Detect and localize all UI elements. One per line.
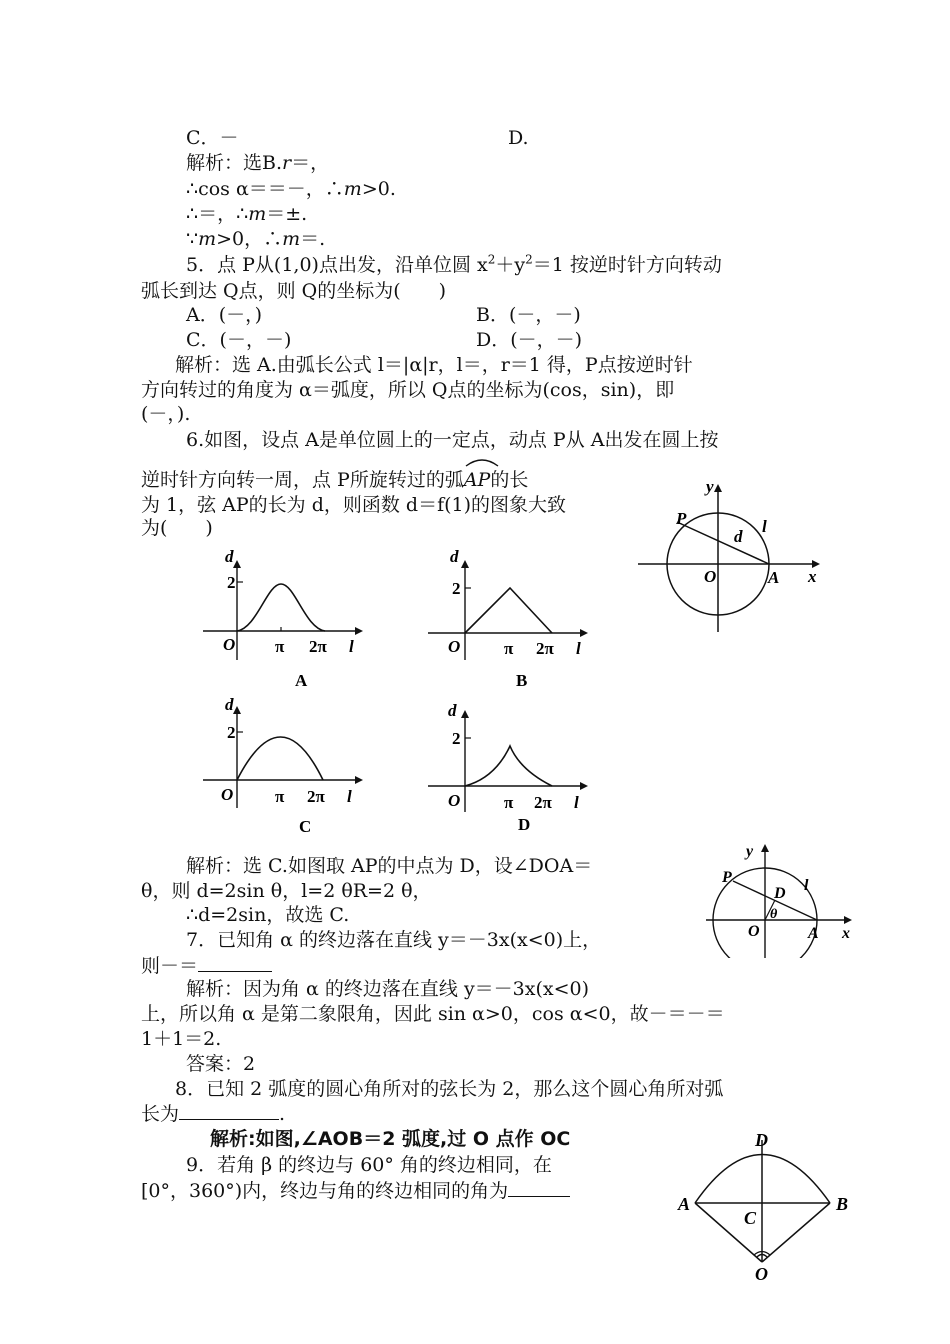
sector-figure <box>670 1124 860 1284</box>
option-c-line: C．－ <box>186 127 239 149</box>
svg-text:O: O <box>448 791 461 810</box>
solution-6: ∴d=2sin，故选 C. <box>186 904 350 926</box>
svg-text:B: B <box>836 1194 849 1214</box>
svg-text:2π: 2π <box>309 637 327 656</box>
svg-text:y: y <box>746 843 754 860</box>
answer-7: 答案：2 <box>186 1053 256 1075</box>
svg-text:C: C <box>744 1208 757 1228</box>
option-d: D．(－，－) <box>476 329 583 351</box>
svg-text:O: O <box>748 923 760 940</box>
question-7-text: 7．已知角 α 的终边落在直线 y＝－3x(x<0)上， <box>186 929 602 951</box>
svg-text:l: l <box>347 787 352 806</box>
solution-5: (－，). <box>141 403 191 425</box>
solution-7: 上，所以角 α 是第二象限角，因此 sin α>0，cos α<0，故－＝－＝ <box>141 1003 725 1025</box>
solution-line: 解析：选B.r＝， <box>186 152 330 174</box>
svg-text:l: l <box>349 637 354 656</box>
svg-text:A: A <box>808 925 819 942</box>
question-7-text: 则－＝ <box>141 953 272 978</box>
svg-text:D: D <box>518 815 531 834</box>
svg-text:D: D <box>774 885 786 902</box>
graph-option-d <box>420 690 600 840</box>
solution-6: θ，则 d=2sin θ，l=2 θR=2 θ， <box>141 880 432 902</box>
solution-6: 解析：选 C.如图取 AP的中点为 D，设∠DOA＝ <box>186 855 593 877</box>
question-6-text: 为 1，弦 AP的长为 d，则函数 d＝f(1)的图象大致 <box>141 494 567 516</box>
option-a: A．(－，) <box>186 304 263 326</box>
svg-text:O: O <box>223 635 236 654</box>
svg-text:O: O <box>704 567 717 586</box>
option-b: B．(－，－) <box>476 304 581 326</box>
solution-5: 解析：选 A.由弧长公式 l＝|α|r，l＝，r＝1 得，P点按逆时针 <box>175 354 693 376</box>
svg-text:π: π <box>504 639 514 658</box>
svg-text:P: P <box>676 509 687 528</box>
solution-5: 方向转过的角度为 α＝弧度，所以 Q点的坐标为(cos，sin)，即 <box>141 379 675 401</box>
svg-text:A: A <box>678 1194 691 1214</box>
answer-blank <box>198 953 272 972</box>
graph-option-a <box>195 540 375 700</box>
svg-text:x: x <box>842 925 850 942</box>
svg-text:P: P <box>722 869 732 886</box>
question-8-text: 8．已知 2 弧度的圆心角所对的弦长为 2，那么这个圆心角所对弧 <box>175 1078 724 1100</box>
solution-8: 解析:如图,∠AOB＝2 弧度,过 O 点作 OC <box>210 1128 571 1150</box>
svg-text:O: O <box>755 1264 768 1284</box>
option-d-line: D. <box>508 127 529 149</box>
svg-text:A: A <box>295 671 308 690</box>
question-9-text: 9．若角 β 的终边与 60° 角的终边相同，在 <box>186 1154 552 1176</box>
svg-text:2: 2 <box>452 579 461 598</box>
arc-ap: AP <box>464 468 491 492</box>
graph-option-b <box>420 540 600 700</box>
svg-text:C: C <box>299 817 312 836</box>
svg-text:l: l <box>574 793 579 812</box>
unit-circle-figure-2 <box>700 838 860 958</box>
svg-text:D: D <box>755 1130 768 1150</box>
question-6-text: 6.如图，设点 A是单位圆上的一定点，动点 P从 A出发在圆上按 <box>186 429 719 451</box>
svg-text:y: y <box>706 477 714 496</box>
answer-blank <box>508 1178 570 1197</box>
svg-text:2π: 2π <box>536 639 554 658</box>
svg-text:x: x <box>808 567 817 586</box>
svg-text:2: 2 <box>227 573 236 592</box>
svg-text:π: π <box>275 787 285 806</box>
svg-text:d: d <box>225 695 234 714</box>
svg-text:l: l <box>804 877 809 894</box>
solution-7: 1＋1＝2. <box>141 1028 222 1050</box>
svg-text:d: d <box>225 547 234 566</box>
solution-line: ∴cos α＝＝－，∴m>0. <box>186 178 396 200</box>
arc-mark-icon <box>464 456 500 468</box>
svg-text:2π: 2π <box>534 793 552 812</box>
solution-line: ∴＝，∴m＝±. <box>186 203 308 225</box>
svg-text:d: d <box>448 701 457 720</box>
solution-7: 解析：因为角 α 的终边落在直线 y＝－3x(x<0) <box>186 978 590 1000</box>
svg-text:d: d <box>450 547 459 566</box>
option-c: C．(－，－) <box>186 329 292 351</box>
question-8-text: 长为 . <box>141 1103 286 1125</box>
answer-blank <box>179 1101 279 1120</box>
svg-text:2: 2 <box>452 729 461 748</box>
svg-text:2π: 2π <box>307 787 325 806</box>
question-9-text: [0°，360°)内，终边与角的终边相同的角为 <box>141 1178 570 1203</box>
unit-circle-figure <box>630 476 830 636</box>
svg-text:O: O <box>448 637 461 656</box>
svg-text:O: O <box>221 785 234 804</box>
question-5-text: 5．点 P从(1,0)点出发，沿单位圆 $x^2+y^2=1$ 按逆时针方向转动 <box>186 252 722 276</box>
graph-option-c <box>195 688 375 838</box>
svg-text:2: 2 <box>227 723 236 742</box>
question-6-text: 为( ) <box>141 517 213 539</box>
svg-text:π: π <box>275 637 285 656</box>
svg-text:l: l <box>576 639 581 658</box>
svg-text:l: l <box>762 517 767 536</box>
svg-text:θ: θ <box>770 907 778 922</box>
svg-text:A: A <box>768 568 780 587</box>
question-5-text: 弧长到达 Q点，则 Q的坐标为( ) <box>141 280 447 302</box>
svg-text:π: π <box>504 793 514 812</box>
solution-line: ∵m>0，∴m＝. <box>186 228 326 250</box>
svg-text:d: d <box>734 527 743 546</box>
svg-text:B: B <box>516 671 528 690</box>
question-6-text: 逆时针方向转一周，点 P所旋转过的弧 AP的长 <box>141 468 528 492</box>
